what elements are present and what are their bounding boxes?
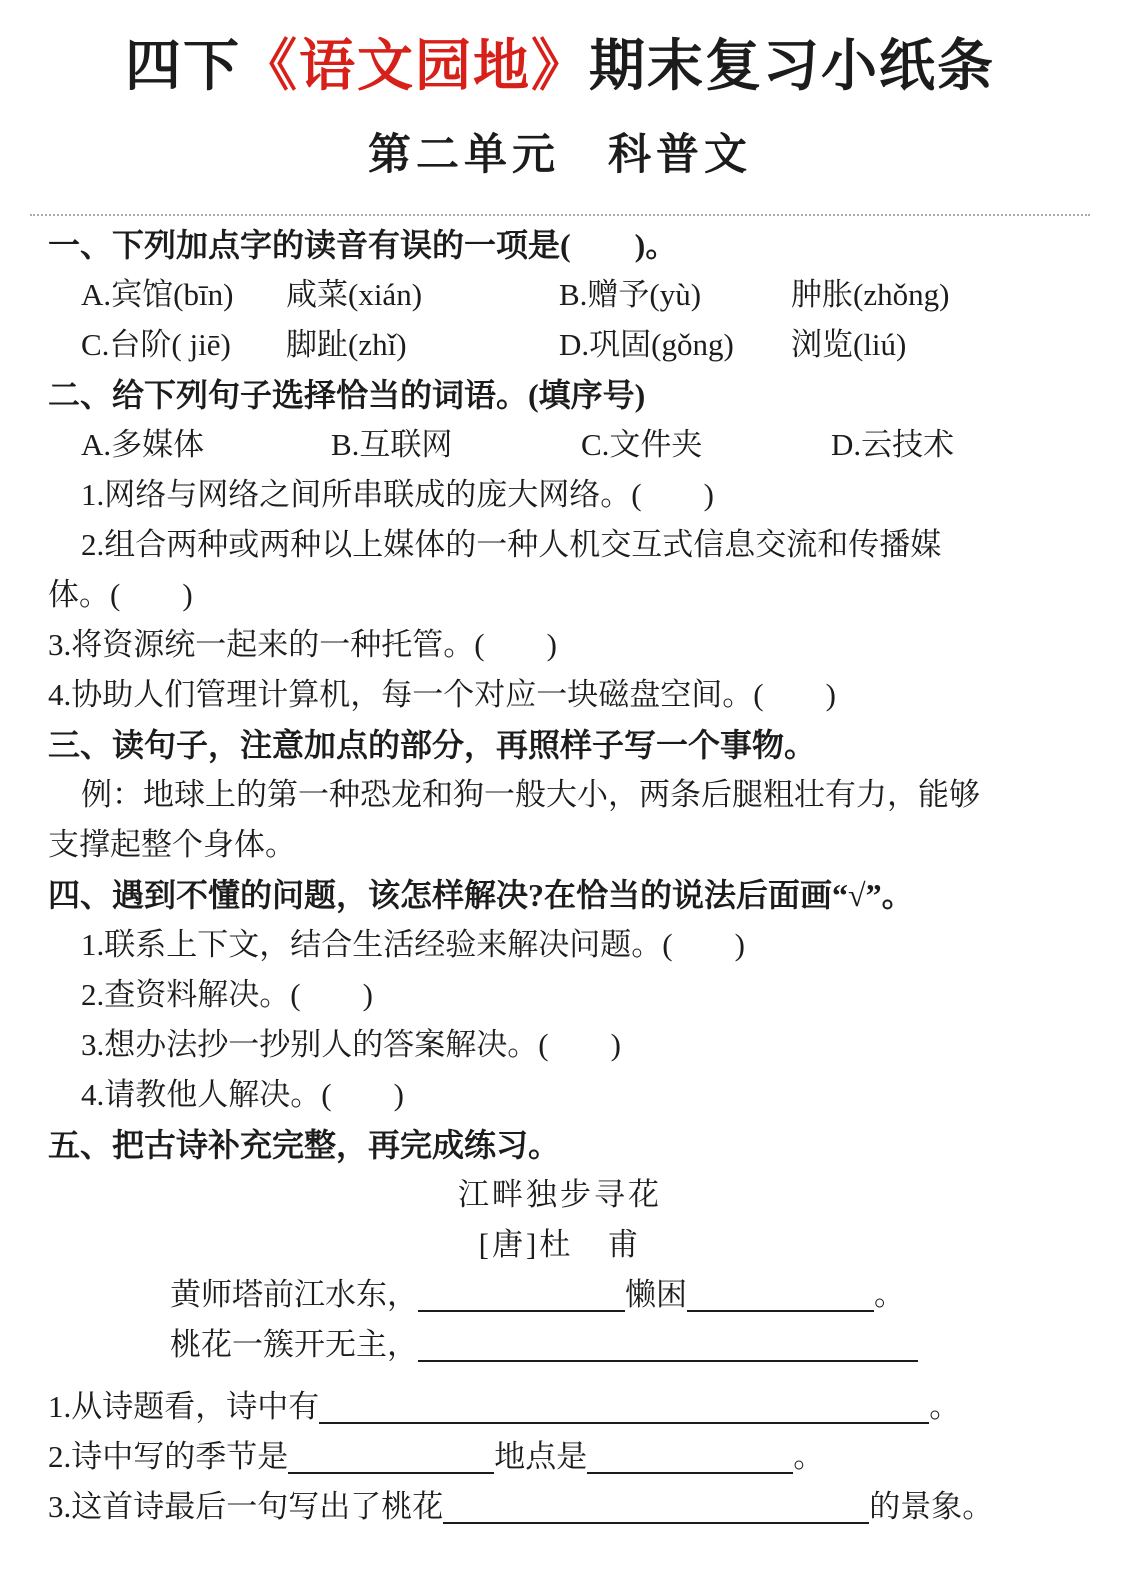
section-3-example-line-1: 例：地球上的第一种恐龙和狗一般大小，两条后腿粗壮有力，能够 (81, 776, 980, 812)
poem-verse-1 (48, 1270, 1072, 1320)
unit-subtitle: 第二单元 科普文 (368, 131, 752, 179)
option-cell: 肿胀(zhǒng) (791, 276, 950, 312)
verse-text: 桃花一簇开无主， (170, 1326, 418, 1362)
section-2-item-3: 3.将资源统一起来的一种托管。( ) (48, 626, 557, 662)
verse-text: 。 (874, 1276, 905, 1312)
section-3-heading: 三、读句子，注意加点的部分，再照样子写一个事物。 (48, 726, 817, 763)
section-2-item-2-line-1: 2.组合两种或两种以上媒体的一种人机交互式信息交流和传播媒 (81, 526, 942, 562)
answer-blank (288, 1440, 494, 1474)
poem-title: 江畔独步寻花 (458, 1176, 662, 1212)
question-text: 2.诗中写的季节是 (48, 1438, 289, 1474)
poem-author: [唐]杜 甫 (478, 1226, 642, 1262)
question-text: 地点是 (494, 1438, 588, 1474)
title-highlight: 《语文园地》 (241, 36, 589, 98)
answer-blank (443, 1490, 869, 1524)
option-cell: 咸菜(xián) (286, 276, 423, 312)
option-cell: C.台阶( jiē) (81, 326, 231, 362)
answer-blank (418, 1328, 918, 1362)
dotted-divider (30, 214, 1090, 216)
answer-blank (418, 1278, 625, 1312)
section-1-options-row-2 (48, 320, 1072, 370)
option-cell: 脚趾(zhǐ) (286, 326, 407, 362)
option-cell: A.宾馆(bīn) (81, 276, 234, 312)
title-suffix: 期末复习小纸条 (589, 36, 995, 98)
question-text: 。 (929, 1388, 961, 1424)
question-text: 1.从诗题看，诗中有 (48, 1388, 320, 1424)
poem-verse-2 (48, 1320, 1072, 1370)
section-4-item-3: 3.想办法抄一抄别人的答案解决。( ) (81, 1026, 621, 1062)
verse-text: 黄师塔前江水东， (170, 1276, 418, 1312)
question-text: 。 (793, 1438, 825, 1474)
answer-blank (587, 1440, 793, 1474)
option-cell: B.互联网 (331, 426, 453, 462)
section-5-question-1 (48, 1382, 1072, 1432)
section-2-heading: 二、给下列句子选择恰当的词语。(填序号) (48, 376, 646, 413)
section-1-options-row-1 (48, 270, 1072, 320)
section-4-item-1: 1.联系上下文，结合生活经验来解决问题。( ) (81, 926, 745, 962)
verse-text: 懒困 (625, 1276, 687, 1312)
section-2-options-row (48, 420, 1072, 470)
option-cell: D.云技术 (831, 426, 955, 462)
question-text: 的景象。 (869, 1488, 994, 1524)
answer-blank (687, 1278, 874, 1312)
section-4-heading: 四、遇到不懂的问题，该怎样解决?在恰当的说法后面画“√”。 (48, 876, 914, 913)
option-cell: D.巩固(gǒng) (559, 326, 734, 362)
section-5-question-3 (48, 1482, 1072, 1532)
option-cell: 浏览(liú) (791, 326, 907, 362)
section-4-item-4: 4.请教他人解决。( ) (81, 1076, 404, 1112)
option-cell: C.文件夹 (581, 426, 703, 462)
answer-blank (319, 1390, 929, 1424)
section-5-question-2 (48, 1432, 1072, 1482)
section-3-example-line-2: 支撑起整个身体。 (48, 826, 296, 862)
option-cell: B.赠予(yù) (559, 276, 702, 312)
title-prefix: 四下 (125, 36, 241, 98)
section-5-heading: 五、把古诗补充完整，再完成练习。 (48, 1126, 561, 1163)
page-title (48, 36, 1072, 99)
section-2-item-1: 1.网络与网络之间所串联成的庞大网络。( ) (81, 476, 714, 512)
question-text: 3.这首诗最后一句写出了桃花 (48, 1488, 444, 1524)
section-4-item-2: 2.查资料解决。( ) (81, 976, 373, 1012)
option-cell: A.多媒体 (81, 426, 205, 462)
section-2-item-2-line-2: 体。( ) (48, 576, 193, 612)
section-1-heading: 一、下列加点字的读音有误的一项是( )。 (48, 226, 678, 263)
section-2-item-4: 4.协助人们管理计算机，每一个对应一块磁盘空间。( ) (48, 676, 836, 712)
